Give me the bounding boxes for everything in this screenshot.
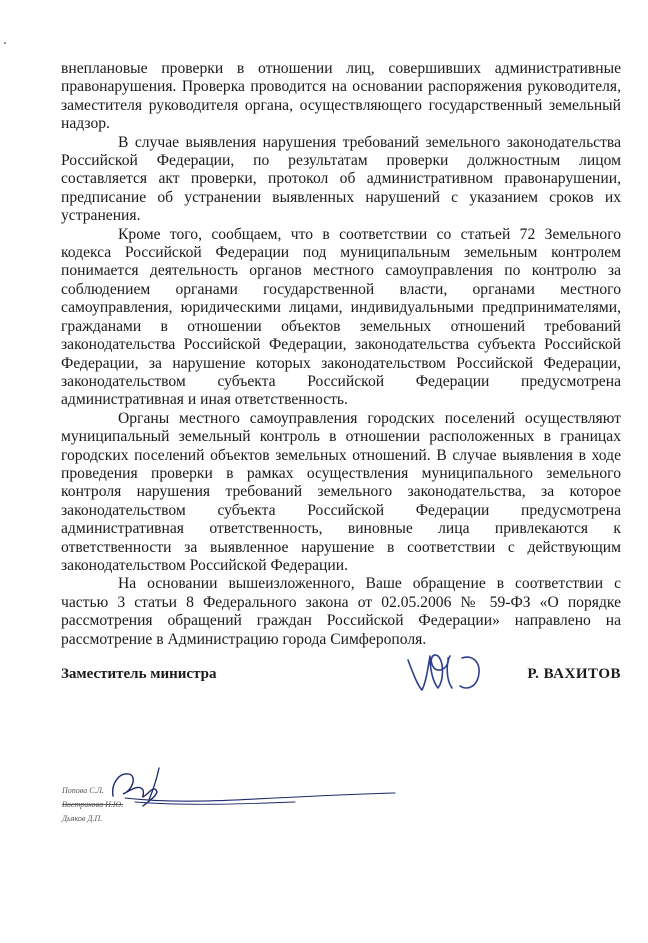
executor-signature — [95, 760, 415, 820]
signature-block — [61, 662, 621, 690]
paragraph-3: Кроме того, сообщаем, что в соответствии со статьей 72 Земельного кодекса Российской Федерации под муниципальным земельным контролем понимается деятельность органов местного самоуправления по контролю за соблюдением органами государственной власти, органами местного самоуправления, юридическими лицами, индивидуальными предпринимателями, гражданами в отношении объектов земельных отношений требований законодательства Российской Федерации, законодательства субъекта Российской Федерации, за нарушение которых законодательством Российской Федерации, законодательством субъекта Российской Федерации предусмотрена административная и иная ответственность. — [61, 225, 621, 409]
paragraph-4: Органы местного самоуправления городских поселений осуществляют муниципальный земельный контроль в отношении расположенных в границах городских поселений объектов земельных отношений. В случае выявления в ходе проведения проверки в рамках осуществления муниципального земельного контроля нарушения требований земельного законодательства, за которое законодательством субъекта Российской Федерации предусмотрена административная ответственность, виновные лица привлекаются к ответственности за выявленное нарушение в соответствии с действующим законодательством Российской Федерации. — [61, 409, 621, 574]
signer-name: Р. ВАХИТОВ — [527, 666, 621, 682]
executors-list — [62, 784, 123, 826]
executor-3: Дьяков Д.П. — [62, 814, 103, 823]
paragraph-5: На основании вышеизложенного, Ваше обращение в соответствии с частью 3 статьи 8 Федерального закона от 02.05.2006 № 59-ФЗ «О порядке рассмотрения обращений граждан Российской Федерации» направлено на рассмотрение в Администрацию города Симферополя. — [61, 575, 621, 648]
paragraph-2: В случае выявления нарушения требований земельного законодательства Российской Федерации, по результатам проверки должностным лицом составляется акт проверки, протокол об административном правонарушении, предписание об устранении выявленных нарушений с указанием сроков их устранения. — [61, 133, 621, 225]
paragraph-1: внеплановые проверки в отношении лиц, совершивших административные правонарушения. Проверка проводится на основании распоряжения руководителя, заместителя руководителя органа, осуществляющего государственный земельный надзор. — [61, 60, 621, 133]
signer-position: Заместитель министра — [61, 666, 217, 682]
letter-body — [61, 60, 621, 649]
scan-mark — [4, 42, 6, 44]
executor-2: Вострикова Н.Ю. — [62, 800, 124, 809]
executor-1: Попова С.Л. — [62, 786, 104, 795]
